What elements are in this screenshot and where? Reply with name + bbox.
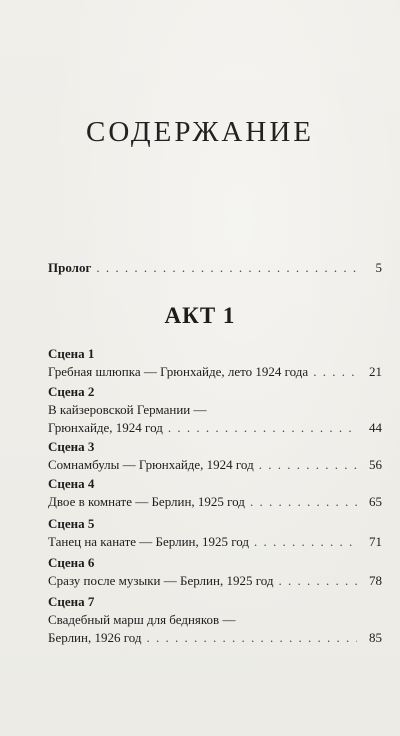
toc-entry-scene-3[interactable] <box>48 438 382 474</box>
scene-title: Танец на канате — Берлин, 1925 год <box>48 534 249 549</box>
scene-label: Сцена 6 <box>48 555 95 570</box>
scene-label: Сцена 1 <box>48 346 95 361</box>
act-heading: АКТ 1 <box>164 303 236 328</box>
scene-label: Сцена 5 <box>48 516 95 531</box>
dot-leader <box>96 260 361 276</box>
page-title: СОДЕРЖАНИЕ <box>86 116 314 148</box>
toc-entry-scene-7[interactable] <box>48 593 382 647</box>
dot-leader <box>313 363 357 381</box>
toc-entry-prolog[interactable] <box>48 260 382 276</box>
scene-label: Сцена 3 <box>48 439 95 454</box>
scene-title: Грюнхайде, 1924 год <box>48 420 163 435</box>
toc-page-number: 78 <box>369 573 382 588</box>
scene-title: Сомнамбулы — Грюнхайде, 1924 год <box>48 457 254 472</box>
scene-title-line-1: В кайзеровской Германии — <box>48 402 207 417</box>
toc-page-number: 85 <box>369 630 382 645</box>
dot-leader <box>259 456 357 474</box>
toc-page-number: 21 <box>369 364 382 379</box>
toc-page-number: 56 <box>369 457 382 472</box>
toc-entry-scene-5[interactable] <box>48 515 382 551</box>
dot-leader <box>146 629 357 647</box>
dot-leader <box>250 493 357 511</box>
scene-label: Сцена 2 <box>48 384 95 399</box>
toc-entry-scene-1[interactable] <box>48 345 382 381</box>
scene-label: Сцена 7 <box>48 594 95 609</box>
dot-leader <box>168 419 357 437</box>
scene-label: Сцена 4 <box>48 476 95 491</box>
toc-entry-scene-4[interactable] <box>48 475 382 511</box>
toc-page-number: 65 <box>369 494 382 509</box>
scene-title-line-1: Свадебный марш для бедняков — <box>48 612 236 627</box>
scene-title: Двое в комнате — Берлин, 1925 год <box>48 494 245 509</box>
toc-page-number: 71 <box>369 534 382 549</box>
scene-title: Сразу после музыки — Берлин, 1925 год <box>48 573 274 588</box>
scene-title: Берлин, 1926 год <box>48 630 142 645</box>
dot-leader <box>254 533 357 551</box>
toc-entry-scene-2[interactable] <box>48 383 382 437</box>
toc-entry-label: Пролог <box>48 260 92 275</box>
toc-entry-scene-6[interactable] <box>48 554 382 590</box>
scene-title: Гребная шлюпка — Грюнхайде, лето 1924 года <box>48 364 309 379</box>
dot-leader <box>278 572 357 590</box>
toc-page-number: 5 <box>375 260 382 275</box>
toc-page-number: 44 <box>369 420 382 435</box>
